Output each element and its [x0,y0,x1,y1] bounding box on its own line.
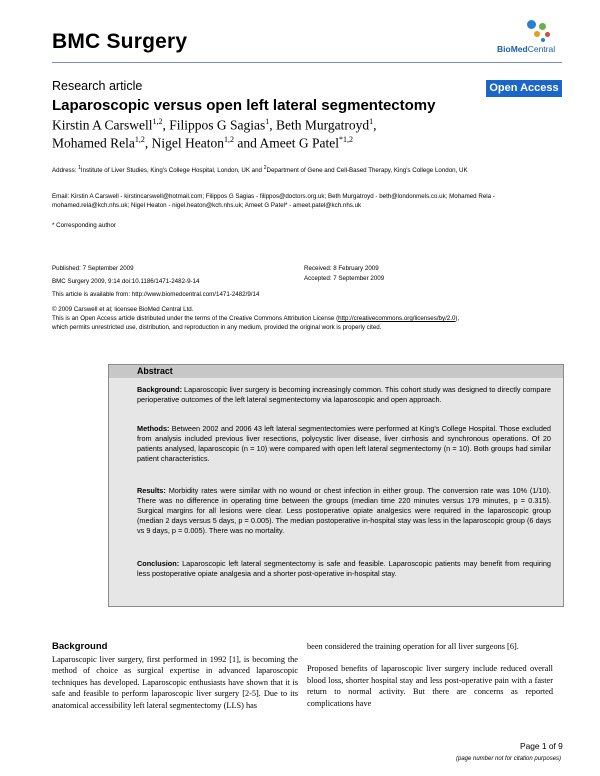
address: Address: $^1$Institute of Liver Studies, King's College Hospital, London, UK and $^2$Department of Gene and Cell-Based Therapy, King's College London, UK [52,165,468,175]
license-terms: which permits unrestricted use, distribution, and reproduction in any medium, provided the original work is properly cited. [52,324,382,331]
header-rule [52,62,562,63]
page-number-note: (page number not for citation purposes) [456,756,562,762]
citation: BMC Surgery 2009, 9:14 doi:10.1186/1471-2482-9-14 [52,278,200,285]
abstract-heading: Abstract [137,366,173,376]
abstract-box [108,364,564,607]
article-title: Laparoscopic versus open left lateral segmentectomy [52,97,436,114]
authors-line-2: Mohamed Rela$^{1,2}$, Nigel Heaton$^{1,2}$ and Ameet G Patel$^{*1,2}$ [52,135,353,151]
abstract-background: Background: Laparoscopic liver surgery is becoming increasingly common. This cohort study was designed to directly compare perioperative outcomes of the left lateral segmentectomy via laparoscopic and open approach. [137,385,551,404]
accepted-date: Accepted: 7 September 2009 [304,275,385,282]
received-date: Received: 8 February 2009 [304,265,379,272]
author-emails: Email: Kirstin A Carswell - kirstincarswell@hotmail.com; Filippos G Sagias - filippos@doctors.org.uk; Beth Murgatroyd - beth@londonmels.co.uk; Mohamed Rela - mohamed.rela@kch.nhs.uk; Nigel Heaton - nigel.heaton@kch.nhs.uk; Ameet G Patel* - ameet.patel@kch.nhs.uk [52,193,495,209]
page-number: Page 1 of 9 [520,741,563,751]
license-link[interactable]: http://creativecommons.org/licenses/by/2.0 [338,315,456,322]
background-heading: Background [52,641,108,652]
author-name: Mohamed Rela [52,135,135,151]
biomed-central-logo [497,20,561,54]
published-date: Published: 7 September 2009 [52,265,134,272]
authors-line-1: Kirstin A Carswell$^{1,2}$, Filippos G Sagias$^1$, Beth Murgatroyd$^1$, [52,117,377,133]
abstract-results: Results: Morbidity rates were similar with no wound or chest infection in either group. The conversion rate was 10% (1/10). There was no difference in operating time between the groups (median time 220 minutes versus 179 minutes, p = 0.315). Surgical margins for all lesions were clear. Less postoperative opiate analgesics were required in the laparoscopic group (median 2 days versus 5 days, p = 0.005). The median postoperative in-hospital stay was less in the laparoscopic group (6 days vs 9 days, p = 0.005). There was no mortality. [137,486,551,535]
author-name: Nigel Heaton [151,135,224,151]
abstract-conclusion: Conclusion: Laparoscopic left lateral segmentectomy is safe and feasible. Laparoscopic patients may benefit from requiring less postoperative opiate analgesia and a shorter post-operative in-hospital stay. [137,559,551,578]
journal-title: BMC Surgery [52,30,188,53]
logo-word-bold: BioMed [497,44,528,54]
author-name: Ameet G Patel [259,135,339,151]
abstract-methods: Methods: Between 2002 and 2006 43 left lateral segmentectomies were performed at King's College Hospital. Those excluded from analysis included previous liver resections, polycystic liver disease, liver cirrhosis and synchronous operations. Of 20 patients analysed, laparoscopic (n = 10) were compared with open left lateral segmentectomy (n = 10). Both groups had similar patient characteristics. [137,424,551,463]
copyright-line: © 2009 Carswell et al; licensee BioMed Central Ltd. [52,306,194,313]
author-name: Filippos G Sagias [169,117,266,133]
author-name: Beth Murgatroyd [276,117,370,133]
article-type: Research article [52,79,143,93]
author-name: Kirstin A Carswell [52,117,153,133]
license-statement: This is an Open Access article distributed under the terms of the Creative Commons Attribution License (http://creativecommons.org/licenses/by/2.0), [52,315,460,322]
corresponding-author-note: * Corresponding author [52,222,116,229]
logo-word-rest: Central [527,44,556,54]
body-left-column: Laparoscopic liver surgery, first performed in 1992 [1], is becoming the method of choice as surgical expertise in advanced laparoscopic techniques has developed. Laparoscopic enthusiasts have shown that it is safe and feasible to perform laparoscopic liver surgery [2-5]. Due to its anatomical accessibility left lateral segmentectomy (LLS) has [52,655,298,710]
body-right-column: been considered the training operation for all liver surgeons [6]. Proposed benefits of laparoscopic liver surgery include reduced overall blood loss, shorter hospital stay and less post-operative pain with a faster return to normal activity. But there are concerns as reported complications have [307,642,553,708]
open-access-badge[interactable]: Open Access [486,80,562,97]
article-url[interactable]: This article is available from: http://www.biomedcentral.com/1471-2482/9/14 [52,291,260,298]
abstract-header-bar [109,365,563,378]
